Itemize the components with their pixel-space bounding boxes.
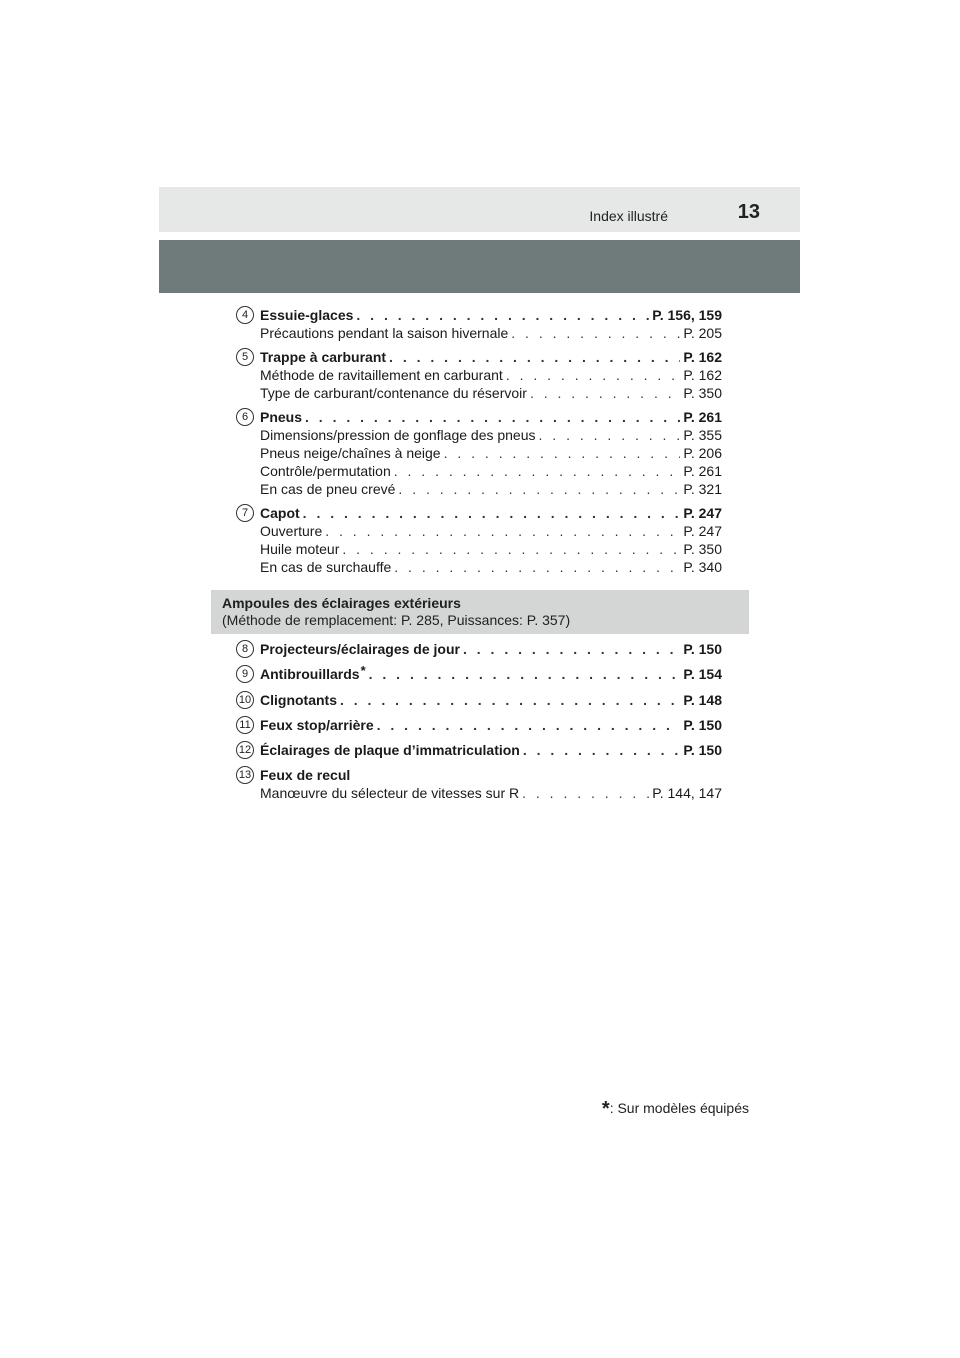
leader-dots — [305, 408, 680, 426]
entry-label: En cas de surchauffe — [260, 559, 392, 575]
index-entry — [236, 306, 722, 342]
entry-label: Précautions pendant la saison hivernale — [260, 325, 509, 341]
index-list-bottom — [236, 640, 722, 809]
index-entry — [236, 504, 722, 576]
leader-dots — [325, 522, 680, 540]
entry-label: Essuie-glaces — [260, 307, 354, 323]
index-subentry-row — [260, 784, 722, 802]
page-reference: P. 162 — [683, 367, 722, 383]
index-subentry-row — [260, 384, 722, 402]
callout-number-icon: 12 — [236, 741, 254, 759]
index-subentry-row — [260, 324, 722, 342]
entry-label: Huile moteur — [260, 541, 340, 557]
entry-label: Projecteurs/éclairages de jour — [260, 641, 460, 657]
callout-number-icon: 10 — [236, 691, 254, 709]
leader-dots — [444, 444, 681, 462]
entry-label: Dimensions/pression de gonflage des pneus — [260, 427, 536, 443]
callout-number-icon: 11 — [236, 716, 254, 734]
index-subentry-row — [260, 444, 722, 462]
leader-dots — [506, 366, 681, 384]
entry-label: Pneus neige/chaînes à neige — [260, 445, 441, 461]
entry-label: Antibrouillards — [260, 666, 360, 682]
page-reference: P. 150 — [683, 641, 722, 657]
entry-label: Manœuvre du sélecteur de vitesses sur R — [260, 785, 520, 801]
entry-label: Éclairages de plaque d’immatriculation — [260, 742, 520, 758]
section-title: Ampoules des éclairages extérieurs — [222, 595, 461, 611]
page-reference: P. 247 — [683, 523, 722, 539]
page-reference: P. 150 — [683, 717, 722, 733]
page-reference: P. 340 — [683, 559, 722, 575]
index-entry — [236, 408, 722, 498]
callout-number-icon: 8 — [236, 640, 254, 658]
index-entry — [236, 348, 722, 402]
page-reference: P. 350 — [683, 385, 722, 401]
entry-label: Capot — [260, 505, 300, 521]
section-box — [211, 590, 749, 634]
leader-dots — [369, 665, 681, 683]
index-entry-row — [260, 504, 722, 522]
index-entry-row — [260, 640, 722, 658]
index-entry-row — [260, 408, 722, 426]
page-reference: P. 261 — [683, 463, 722, 479]
entry-label: Feux stop/arrière — [260, 717, 374, 733]
entry-label: Pneus — [260, 409, 303, 425]
leader-dots — [342, 540, 680, 558]
leader-dots — [522, 784, 649, 802]
leader-dots — [340, 691, 680, 709]
page-reference: P. 205 — [683, 325, 722, 341]
leader-dots — [530, 384, 680, 402]
header-title: Index illustré — [589, 208, 668, 224]
footnote-star: * — [601, 1098, 610, 1120]
leader-dots — [303, 504, 681, 522]
index-entry — [236, 691, 722, 709]
index-subentry-row — [260, 480, 722, 498]
page-reference: P. 350 — [683, 541, 722, 557]
footnote — [602, 1096, 749, 1119]
callout-number-icon: 5 — [236, 348, 254, 366]
page-reference: P. 148 — [683, 692, 722, 708]
index-entry-row — [260, 665, 722, 684]
leader-dots — [398, 480, 680, 498]
index-entry-row — [260, 691, 722, 709]
index-entry — [236, 716, 722, 734]
entry-label: Contrôle/permutation — [260, 463, 391, 479]
index-entry-row — [260, 741, 722, 759]
page-reference: P. 247 — [683, 505, 722, 521]
footnote-text: : Sur modèles équipés — [609, 1100, 749, 1116]
page-reference: P. 261 — [683, 409, 722, 425]
leader-dots — [511, 324, 680, 342]
entry-label: Ouverture — [260, 523, 323, 539]
entry-label: Trappe à carburant — [260, 349, 387, 365]
page-reference: P. 355 — [683, 427, 722, 443]
entry-label: Clignotants — [260, 692, 337, 708]
entry-label: Type de carburant/contenance du réservoir — [260, 385, 527, 401]
index-subentry-row — [260, 426, 722, 444]
leader-dots — [539, 426, 681, 444]
callout-number-icon: 13 — [236, 766, 254, 784]
index-entry — [236, 665, 722, 684]
leader-dots — [377, 716, 681, 734]
index-entry — [236, 766, 722, 802]
page-reference: P. 321 — [683, 481, 722, 497]
entry-label: Méthode de ravitaillement en carburant — [260, 367, 503, 383]
index-subentry-row — [260, 522, 722, 540]
callout-number-icon: 6 — [236, 408, 254, 426]
index-entry-row — [260, 306, 722, 324]
callout-number-icon: 7 — [236, 504, 254, 522]
index-entry-row — [260, 348, 722, 366]
entry-label: En cas de pneu crevé — [260, 481, 396, 497]
leader-dots — [463, 640, 680, 658]
footnote-marker: * — [360, 663, 366, 678]
index-subentry-row — [260, 540, 722, 558]
index-subentry-row — [260, 366, 722, 384]
leader-dots — [356, 306, 649, 324]
index-subentry-row — [260, 558, 722, 576]
index-entry — [236, 640, 722, 658]
section-subtitle: (Méthode de remplacement: P. 285, Puissances: P. 357) — [222, 612, 571, 628]
index-entry-row — [260, 716, 722, 734]
page-reference: P. 150 — [683, 742, 722, 758]
leader-dots — [389, 348, 680, 366]
page-header — [159, 187, 800, 232]
leader-dots — [523, 741, 680, 759]
leader-dots — [394, 462, 681, 480]
page-reference: P. 144, 147 — [652, 785, 722, 801]
page-reference: P. 162 — [683, 349, 722, 365]
page-reference: P. 156, 159 — [652, 307, 722, 323]
index-entry — [236, 741, 722, 759]
callout-number-icon: 9 — [236, 665, 254, 683]
callout-number-icon: 4 — [236, 306, 254, 324]
page-number: 13 — [737, 201, 760, 223]
entry-label: Feux de recul — [260, 767, 351, 783]
index-list-top — [236, 306, 722, 582]
index-subentry-row — [260, 462, 722, 480]
page-reference: P. 154 — [683, 666, 722, 682]
header-band — [159, 240, 800, 293]
leader-dots — [394, 558, 680, 576]
page-reference: P. 206 — [683, 445, 722, 461]
index-entry-row — [260, 766, 722, 784]
